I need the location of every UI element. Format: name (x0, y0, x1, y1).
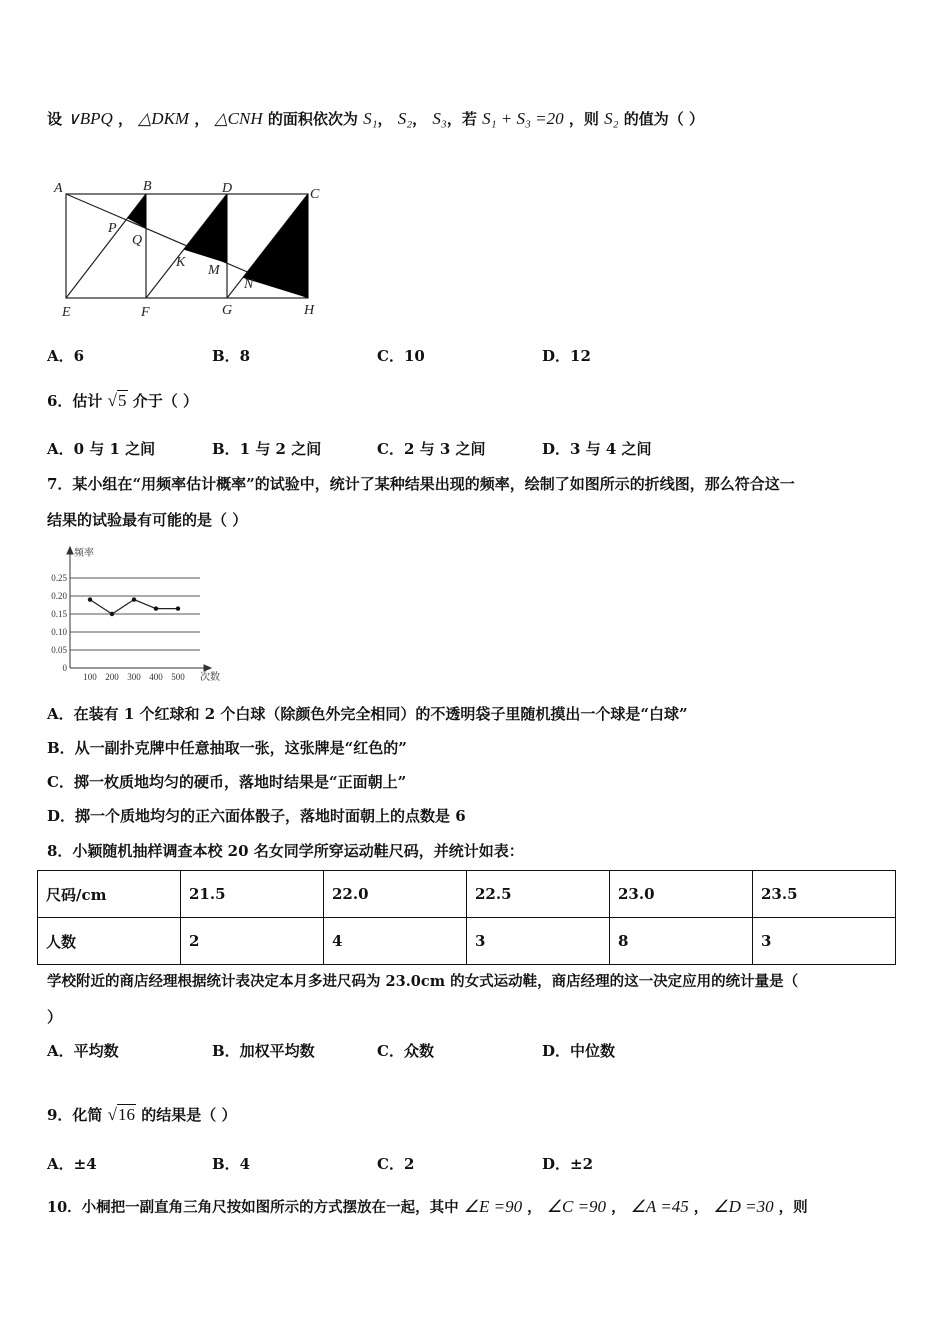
q7-option-b: B．从一副扑克牌中任意抽取一张，这张牌是“红色的” (47, 739, 407, 757)
table-cell: 21.5 (181, 871, 324, 918)
table-cell: 22.0 (324, 871, 467, 918)
table-cell: 2 (181, 918, 324, 965)
q5-stem-end: ，则 (568, 110, 599, 128)
q5-option-a: A．6 (47, 347, 85, 365)
q6-option-c: C．2 与 3 之间 (377, 440, 486, 458)
q6-sqrt: √5 (107, 391, 127, 410)
q5-stem-tail: 的值为（ ） (623, 110, 704, 128)
shaded-triangle-bpq (127, 194, 146, 228)
q8-option-a: A．平均数 (47, 1042, 119, 1060)
chart-x-axis-arrow (204, 665, 211, 671)
chart-data-point (176, 606, 180, 610)
q9-suffix: 的结果是（ ） (141, 1106, 237, 1124)
chart-y-tick-label: 0.25 (51, 573, 67, 583)
table-row (38, 918, 896, 965)
table-row (38, 871, 896, 918)
chart-y-tick-label: 0.10 (51, 627, 67, 637)
table-cell: 尺码/cm (38, 871, 181, 918)
q6-option-a: A．0 与 1 之间 (47, 440, 156, 458)
shaded-triangle-dkm (184, 194, 227, 263)
q8-option-d: D．中位数 (542, 1042, 616, 1060)
q6-suffix: 介于（ ） (132, 392, 198, 410)
q9-sqrt: √16 (107, 1105, 136, 1124)
q8-option-c: C．众数 (377, 1042, 434, 1060)
q10-sep: ， (611, 1199, 626, 1216)
table-cell: 3 (467, 918, 610, 965)
q5-s1: S₁ (363, 109, 378, 128)
q6-option-d: D．3 与 4 之间 (542, 440, 652, 458)
q5-option-d: D．12 (542, 347, 591, 365)
chart-y-tick-label: 0.20 (51, 591, 67, 601)
q10-angle-a: ∠A =45 (630, 1197, 689, 1216)
q5-s2: S₂ (397, 109, 413, 128)
chart-x-tick-label: 100 (83, 672, 97, 682)
q7-stem-line2: 结果的试验最有可能的是（ ） (47, 511, 248, 529)
table-cell: 4 (324, 918, 467, 965)
table-cell: 22.5 (467, 871, 610, 918)
q5-triangle-bpq: ∨BPQ (67, 109, 113, 128)
label-m: M (208, 263, 220, 278)
label-k: K (176, 255, 186, 270)
q7-stem-line1: 7．某小组在“用频率估计概率”的试验中，统计了某种结果出现的频率，绘制了如图所示的折线图，那么符合这一 (47, 475, 795, 493)
q6-radicand: 5 (118, 391, 127, 410)
label-a: A (54, 181, 63, 196)
chart-x-tick-label: 400 (149, 672, 163, 682)
chart-x-tick-label: 300 (127, 672, 141, 682)
label-n: N (244, 277, 254, 292)
q5-option-b: B．8 (212, 347, 251, 365)
q5-stem-prefix: 设 (47, 110, 63, 128)
q10-angle-e: ∠E =90 (463, 1197, 523, 1216)
q5-stem: 设 ∨BPQ ， △DKM ， △CNH 的面积依次为 S₁， S₂， S₃，若 S₁ + S₃ =20 ，则 S₂ 的值为（ ） (47, 109, 704, 128)
chart-y-axis-arrow (67, 547, 73, 554)
q5-s3: S₃ (432, 109, 447, 128)
q7-option-c: C．掷一枚质地均匀的硬币，落地时结果是“正面朝上” (47, 773, 407, 791)
label-d: D (222, 181, 233, 196)
q9-option-c: C．2 (377, 1155, 415, 1173)
q9-option-a: A．±4 (47, 1155, 97, 1173)
table-cell: 23.5 (753, 871, 896, 918)
q6-stem (47, 390, 198, 411)
q10-stem (47, 1196, 808, 1217)
q10-prefix: 10．小桐把一副直角三角尺按如图所示的方式摆放在一起，其中 (47, 1199, 459, 1216)
label-p: P (108, 221, 117, 236)
label-q: Q (132, 233, 143, 248)
label-e: E (62, 305, 71, 320)
q6-prefix: 6．估计 (47, 392, 103, 410)
q5-option-c: C．10 (377, 347, 425, 365)
q9-radicand: 16 (118, 1105, 136, 1124)
q10-angle-d: ∠D =30 (713, 1197, 774, 1216)
chart-y-tick-label: 0.15 (51, 609, 67, 619)
table-cell: 人数 (38, 918, 181, 965)
q10-sep: ， (527, 1199, 542, 1216)
q5-triangle-dkm: △DKM (138, 109, 190, 128)
label-b: B (143, 179, 152, 194)
chart-x-tick-label: 200 (105, 672, 119, 682)
q8-shoe-size-table (37, 870, 896, 965)
chart-data-point (110, 612, 114, 616)
q9-prefix: 9．化简 (47, 1106, 103, 1124)
label-g: G (222, 303, 233, 318)
label-f: F (141, 305, 150, 320)
q5-s2-again: S₂ (604, 109, 619, 128)
q5-triangle-cnh: △CNH (214, 109, 263, 128)
label-c: C (310, 187, 320, 202)
q5-condition: S₁ + S₃ =20 (482, 109, 564, 128)
q9-option-b: B．4 (212, 1155, 251, 1173)
table-cell: 23.0 (610, 871, 753, 918)
chart-y-tick-label: 0.05 (51, 645, 67, 655)
label-h: H (304, 303, 315, 318)
q10-end: ，则 (778, 1199, 808, 1216)
chart-y-label: 频率 (74, 548, 94, 559)
chart-y-tick-label: 0 (62, 663, 67, 673)
table-cell: 8 (610, 918, 753, 965)
q5-sep: ， (117, 110, 133, 128)
q8-option-b: B．加权平均数 (212, 1042, 315, 1060)
chart-data-point (132, 597, 136, 601)
q5-geometry-figure (48, 176, 338, 321)
chart-data-point (88, 597, 92, 601)
table-cell: 3 (753, 918, 896, 965)
q10-angle-c: ∠C =90 (546, 1197, 607, 1216)
chart-x-label: 次数 (200, 672, 220, 683)
q7-option-a: A．在装有 1 个红球和 2 个白球（除颜色外完全相同）的不透明袋子里随机摸出一个球是“白球” (47, 705, 688, 723)
q8-after-line2: ） (47, 1008, 63, 1026)
q9-stem (47, 1104, 236, 1125)
q5-sep: ， (194, 110, 210, 128)
q6-option-b: B．1 与 2 之间 (212, 440, 322, 458)
q7-frequency-chart (40, 544, 225, 684)
q8-after-line1: 学校附近的商店经理根据统计表决定本月多进尺码为 23.0cm 的女式运动鞋，商店经理的这一决定应用的统计量是（ (47, 973, 799, 990)
q8-stem: 8．小颖随机抽样调查本校 20 名女同学所穿运动鞋尺码，并统计如表： (47, 842, 524, 860)
q7-option-d: D．掷一个质地均匀的正六面体骰子，落地时面朝上的点数是 6 (47, 807, 466, 825)
q10-sep: ， (693, 1199, 709, 1216)
q5-stem-mid: 的面积依次为 (267, 110, 358, 128)
chart-data-point (154, 606, 158, 610)
chart-x-tick-label: 500 (171, 672, 185, 682)
q9-option-d: D．±2 (542, 1155, 594, 1173)
